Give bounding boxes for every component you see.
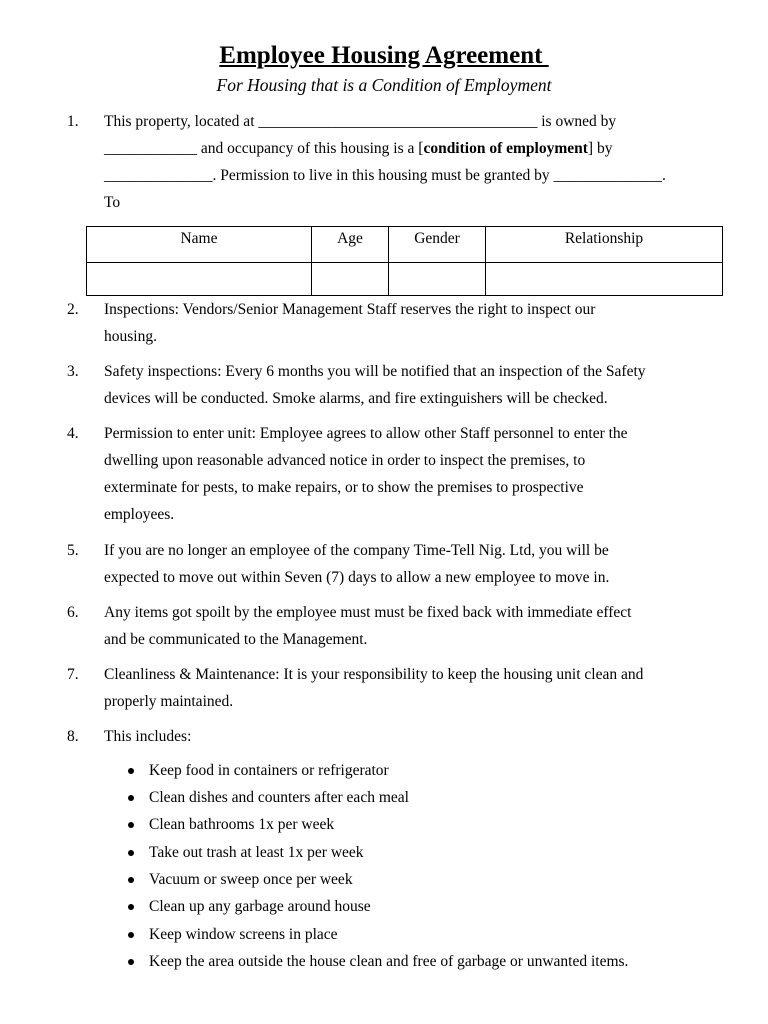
- clause-number: 7.: [67, 666, 79, 683]
- list-item: [0, 950, 768, 977]
- text: and occupancy of this housing is a [: [197, 140, 424, 157]
- clause-body: [104, 537, 724, 591]
- text: .: [662, 167, 666, 184]
- clause-line: [104, 162, 724, 189]
- bullet-icon: [128, 795, 134, 801]
- list-item-text: Keep window screens in place: [149, 926, 338, 943]
- clause-line: If you are no longer an employee of the company Time-Tell Nig. Ltd, you will be: [104, 542, 609, 559]
- text: This property, located at: [104, 113, 259, 130]
- relationship-cell[interactable]: [486, 263, 723, 296]
- clause-number: 5.: [67, 542, 79, 559]
- clause-line: employees.: [104, 506, 175, 523]
- list-item: [0, 813, 768, 840]
- text: . Permission to live in this housing must be granted by: [212, 167, 554, 184]
- gender-cell[interactable]: [389, 263, 486, 296]
- list-item: [0, 895, 768, 922]
- list-item-text: Clean dishes and counters after each meal: [149, 789, 409, 806]
- clause-body: [104, 661, 724, 715]
- list-item: [0, 868, 768, 895]
- permission-granter-blank[interactable]: ______________: [553, 167, 662, 184]
- clause-number: 4.: [67, 425, 79, 442]
- list-item: [0, 786, 768, 813]
- list-item: [0, 759, 768, 786]
- list-item-text: Keep food in containers or refrigerator: [149, 762, 389, 779]
- age-cell[interactable]: [312, 263, 389, 296]
- clause-number: 1.: [67, 113, 79, 130]
- list-item: [0, 841, 768, 868]
- clause-line: expected to move out within Seven (7) days to allow a new employee to move in.: [104, 569, 610, 586]
- clause-line: To: [104, 194, 121, 211]
- tenant-table: [86, 226, 723, 296]
- clause-line: and be communicated to the Management.: [104, 631, 368, 648]
- bullet-icon: [128, 904, 134, 910]
- bullet-icon: [128, 850, 134, 856]
- bullet-icon: [128, 822, 134, 828]
- employer-blank[interactable]: ______________: [104, 167, 213, 184]
- bullet-icon: [128, 768, 134, 774]
- bullet-icon: [128, 877, 134, 883]
- clause-line: Cleanliness & Maintenance: It is your responsibility to keep the housing unit clean and: [104, 666, 644, 683]
- list-item-text: Keep the area outside the house clean and free of garbage or unwanted items.: [149, 953, 629, 970]
- clause-number: 6.: [67, 604, 79, 621]
- clause-number: 3.: [67, 363, 79, 380]
- condition-of-employment-text: condition of employment: [423, 140, 588, 157]
- clause-body: [104, 723, 724, 750]
- list-item-text: Vacuum or sweep once per week: [149, 871, 353, 888]
- clause-body: [104, 108, 724, 216]
- clause-line: exterminate for pests, to make repairs, or to show the premises to prospective: [104, 479, 584, 496]
- text: ] by: [587, 140, 613, 157]
- clause-line: housing.: [104, 328, 157, 345]
- page-subtitle: For Housing that is a Condition of Employment: [216, 75, 552, 95]
- clause-line: This includes:: [104, 728, 192, 745]
- page-title: Employee Housing Agreement: [219, 42, 549, 69]
- list-item-text: Clean up any garbage around house: [149, 898, 371, 915]
- clause-line: [104, 135, 724, 162]
- bullet-icon: [128, 932, 134, 938]
- clause-line: [104, 108, 724, 135]
- bullet-icon: [128, 959, 134, 965]
- clause-line: Any items got spoilt by the employee must must be fixed back with immediate effect: [104, 604, 632, 621]
- list-item-text: Clean bathrooms 1x per week: [149, 816, 335, 833]
- table-row: [87, 263, 723, 296]
- clause-line: devices will be conducted. Smoke alarms, and fire extinguishers will be checked.: [104, 390, 608, 407]
- column-header-age: Age: [312, 227, 389, 263]
- owner-blank[interactable]: ____________: [104, 140, 197, 157]
- clause-line: properly maintained.: [104, 693, 234, 710]
- table-header-row: [87, 227, 723, 263]
- column-header-relationship: Relationship: [486, 227, 723, 263]
- name-cell[interactable]: [87, 263, 312, 296]
- list-item-text: Take out trash at least 1x per week: [149, 844, 364, 861]
- list-item: [0, 923, 768, 950]
- clause-body: [104, 599, 724, 653]
- column-header-gender: Gender: [389, 227, 486, 263]
- clause-line: Permission to enter unit: Employee agrees to allow other Staff personnel to enter the: [104, 425, 628, 442]
- clause-body: [104, 296, 724, 350]
- clause-body: [104, 420, 724, 528]
- column-header-name: Name: [87, 227, 312, 263]
- clause-body: [104, 358, 724, 412]
- text: is owned by: [537, 113, 617, 130]
- clause-line: Inspections: Vendors/Senior Management Staff reserves the right to inspect our: [104, 301, 596, 318]
- clause-line: dwelling upon reasonable advanced notice in order to inspect the premises, to: [104, 452, 586, 469]
- clause-number: 2.: [67, 301, 79, 318]
- clause-line: Safety inspections: Every 6 months you will be notified that an inspection of the Safety: [104, 363, 646, 380]
- clause-number: 8.: [67, 728, 79, 745]
- property-location-blank[interactable]: ____________________________________: [258, 113, 538, 130]
